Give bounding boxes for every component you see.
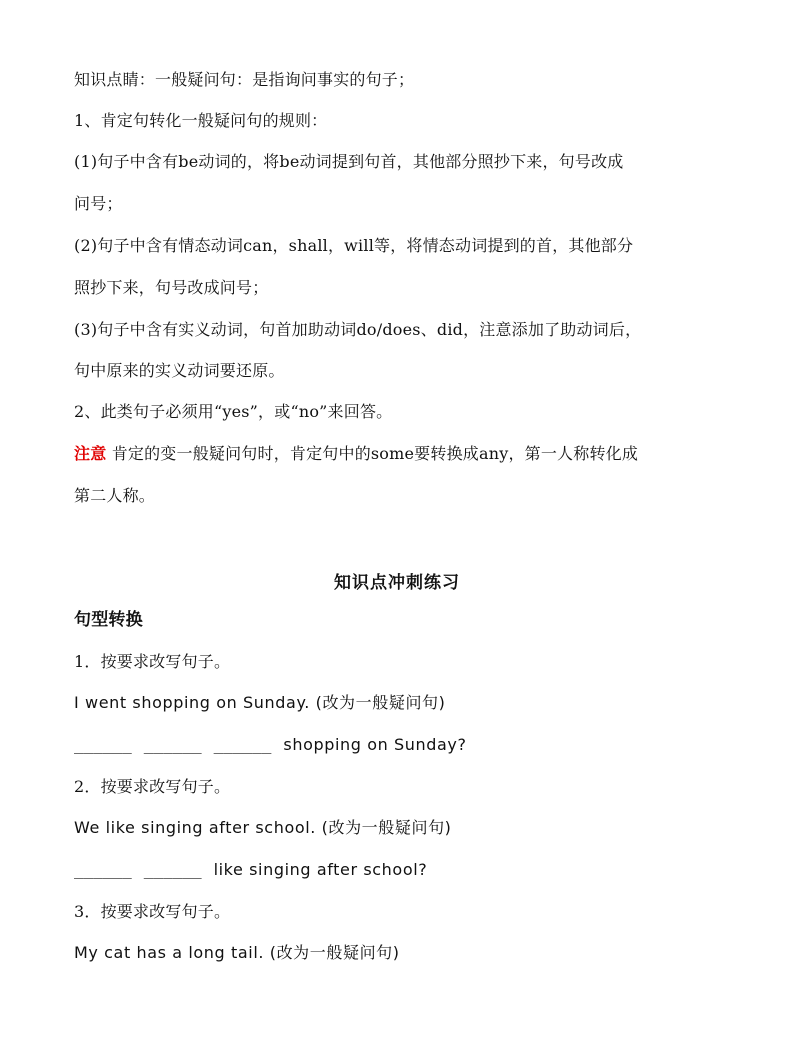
rule-2-line-1: (2)句子中含有情态动词can，shall，will等，将情态动词提到的首，其他部分 [74, 236, 634, 255]
knowledge-intro: 知识点睛：一般疑问句：是指询问事实的句子； [74, 70, 415, 89]
answer-blank[interactable]: ______ [74, 735, 132, 754]
answer-rule: 2、此类句子必须用“yes”，或“no”来回答。 [74, 402, 393, 421]
rule-3-line-2: 句中原来的实义动词要还原。 [74, 361, 285, 380]
question-2-tail: like singing after school? [213, 860, 428, 879]
question-2-label: 2．按要求改写句子。 [74, 777, 231, 796]
question-1-label: 1．按要求改写句子。 [74, 652, 231, 671]
practice-subtitle: 句型转换 [74, 610, 143, 630]
question-1-sentence: I went shopping on Sunday. (改为一般疑问句) [74, 693, 446, 712]
answer-blank[interactable]: ______ [143, 860, 202, 879]
note-line-2: 第二人称。 [74, 486, 156, 505]
rule-1-line-2: 问号； [74, 194, 123, 213]
question-2-answer-line [74, 860, 427, 880]
question-1-tail: shopping on Sunday? [283, 735, 467, 754]
answer-blank[interactable]: ______ [143, 735, 202, 754]
note-line-1 [74, 444, 638, 464]
rule-heading: 1、肯定句转化一般疑问句的规则： [74, 111, 328, 130]
rule-2-line-2: 照抄下来，句号改成问号； [74, 278, 269, 297]
question-1-answer-line [74, 735, 467, 755]
practice-title: 知识点冲刺练习 [334, 573, 460, 593]
rule-3-line-1: (3)句子中含有实义动词，句首加助动词do/does、did，注意添加了助动词后， [74, 320, 642, 339]
question-3-sentence: My cat has a long tail. (改为一般疑问句) [74, 943, 400, 962]
rule-1-line-1: (1)句子中含有be动词的，将be动词提到句首，其他部分照抄下来，句号改成 [74, 152, 624, 171]
note-label: 注意 [74, 444, 107, 463]
question-2-sentence: We like singing after school. (改为一般疑问句) [74, 818, 452, 837]
answer-blank[interactable]: ______ [74, 860, 132, 879]
question-3-label: 3．按要求改写句子。 [74, 902, 231, 921]
answer-blank[interactable]: ______ [213, 735, 272, 754]
note-text: 肯定的变一般疑问句时，肯定句中的some要转换成any，第一人称转化成 [106, 444, 639, 463]
